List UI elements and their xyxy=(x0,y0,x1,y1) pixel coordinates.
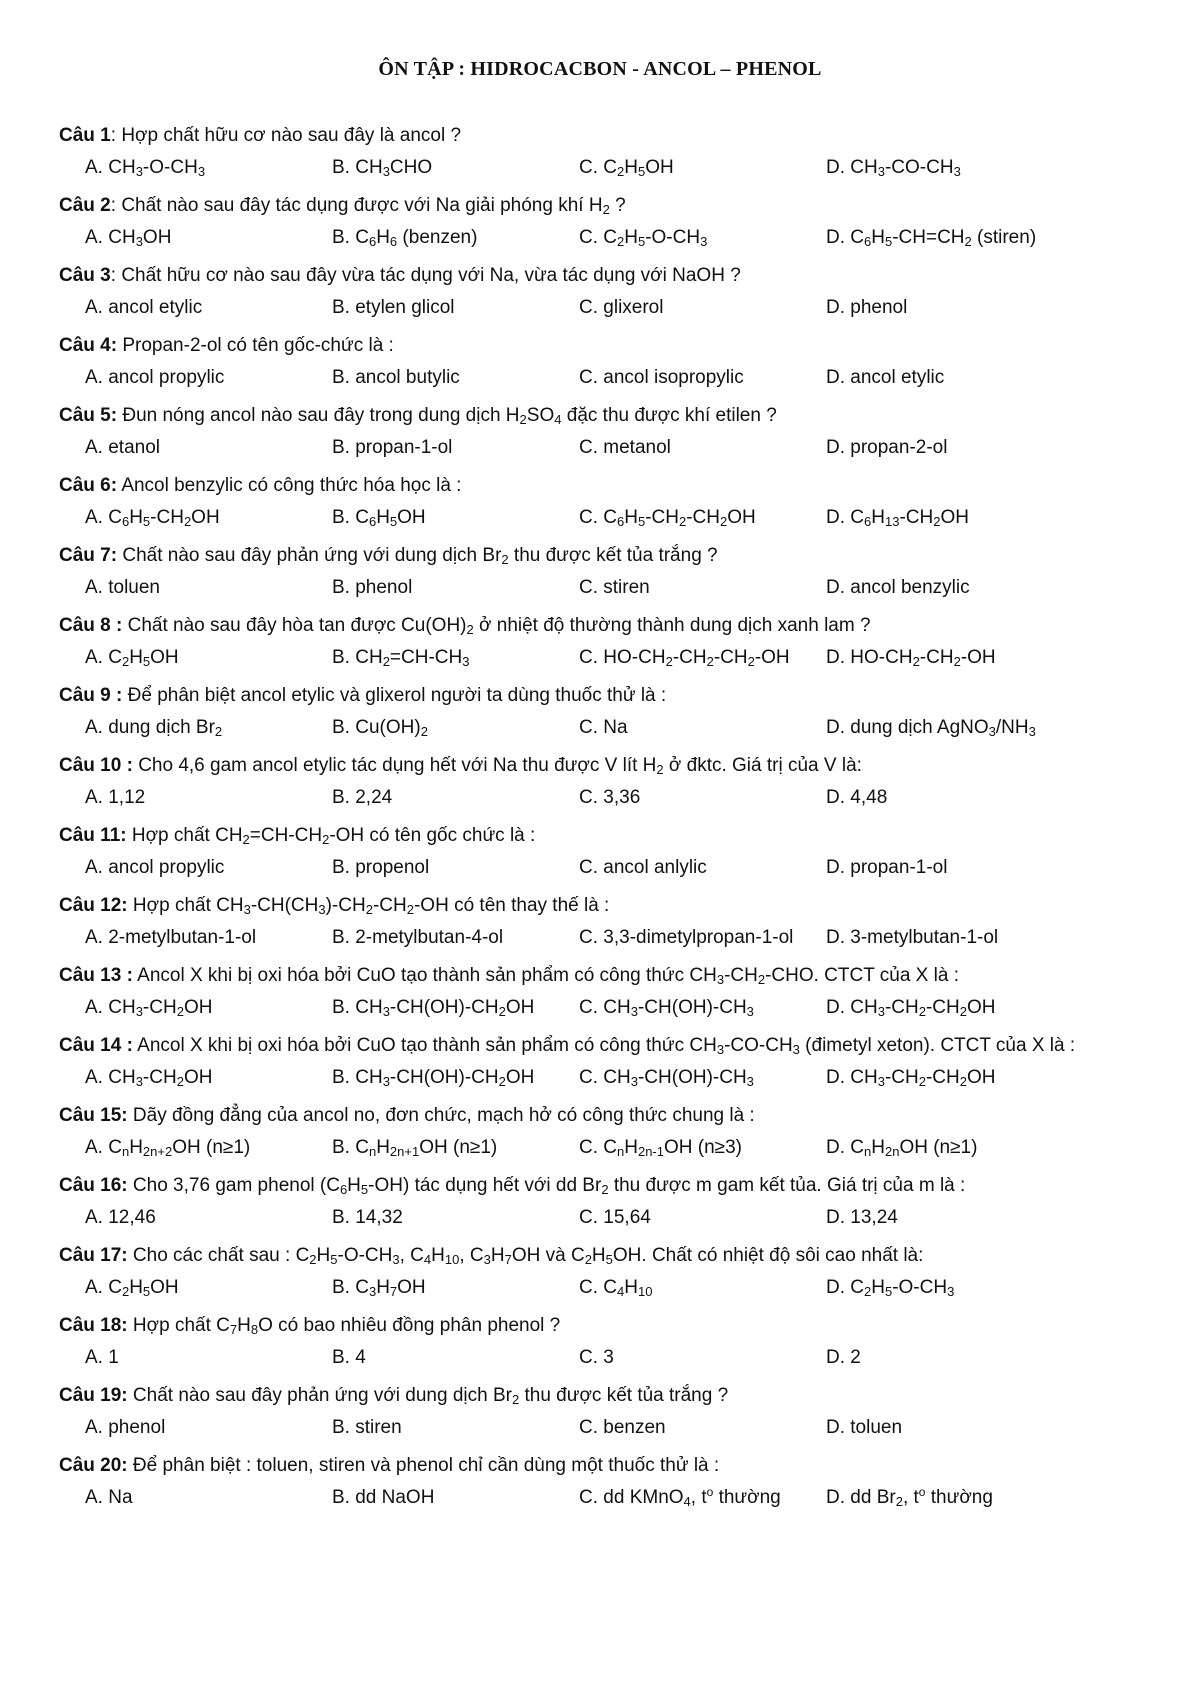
option-a: A. $CH_3-O-CH_3$ xyxy=(85,157,206,179)
question-stem xyxy=(59,470,1169,502)
option-c: C. $C_6H_5-CH_2-CH_2OH$ xyxy=(579,507,756,529)
question-number: Câu 18: xyxy=(59,1315,128,1336)
option-d: D. 13,24 xyxy=(826,1207,898,1228)
option-a: A. 1 xyxy=(85,1347,119,1368)
question-stem xyxy=(59,1030,1169,1062)
question-separator xyxy=(122,615,127,636)
answer-options xyxy=(59,712,1169,750)
option-b: B. ancol butylic xyxy=(332,367,460,388)
option-a: A. 2-metylbutan-1-ol xyxy=(85,927,257,948)
question-stem xyxy=(59,960,1169,992)
question-text: Cho các chất sau : $C_2H_5-O-CH_3$, $C_4H_{10}$, $C_3H_7OH$ và $C_2H_5OH$. Chất có nhiệt độ sôi cao nhất là: xyxy=(132,1245,924,1267)
question-number: Câu 12: xyxy=(59,895,128,916)
question-text: Hợp chất $CH_3-CH(CH_3)-CH_2-CH_2-OH$ có tên thay thế là : xyxy=(132,895,610,917)
question-stem xyxy=(59,820,1169,852)
option-a: A. Na xyxy=(85,1487,133,1508)
option-b: B. $CH_3CHO$ xyxy=(332,157,433,179)
question-text: Cho 4,6 gam ancol etylic tác dụng hết với Na thu được V lít $H_2$ ở đktc. Giá trị của V là: xyxy=(138,755,862,777)
option-c: C. metanol xyxy=(579,437,671,458)
option-b: B. $C_3H_7OH$ xyxy=(332,1277,426,1299)
option-d: D. $C_6H_{13}-CH_2OH$ xyxy=(826,507,969,529)
option-d: D. $HO-CH_2-CH_2-OH$ xyxy=(826,647,996,669)
option-a: A. dung dịch $Br_2$ xyxy=(85,717,223,739)
question xyxy=(59,190,1169,260)
option-c: C. glixerol xyxy=(579,297,664,318)
answer-options xyxy=(59,642,1169,680)
option-c: C. dd KMnO$_4$, $t^o$ thường xyxy=(579,1485,781,1509)
option-a: A. 12,46 xyxy=(85,1207,156,1228)
question-stem xyxy=(59,680,1169,712)
option-b: B. propenol xyxy=(332,857,430,878)
question xyxy=(59,540,1169,610)
option-d: D. 2 xyxy=(826,1347,861,1368)
option-a: A. $C_2H_5OH$ xyxy=(85,647,179,669)
question xyxy=(59,1240,1169,1310)
option-a: A. $C_2H_5OH$ xyxy=(85,1277,179,1299)
question-stem xyxy=(59,1100,1169,1132)
question-number: Câu 16: xyxy=(59,1175,128,1196)
option-d: D. propan-1-ol xyxy=(826,857,948,878)
option-c: C. $C_4H_{10}$ xyxy=(579,1277,653,1299)
answer-options xyxy=(59,432,1169,470)
question-number: Câu 3 xyxy=(59,265,111,286)
option-b: B. phenol xyxy=(332,577,413,598)
question-stem xyxy=(59,610,1169,642)
question xyxy=(59,470,1169,540)
question-text: Propan-2-ol có tên gốc-chức là : xyxy=(122,335,394,356)
option-b: B. $CH_2=CH-CH_3$ xyxy=(332,647,470,669)
question-number: Câu 8 : xyxy=(59,615,123,636)
option-c: C. $C_nH_{2n-1}OH$ (n≥3) xyxy=(579,1137,742,1159)
question-number: Câu 15: xyxy=(59,1105,128,1126)
question-number: Câu 14 : xyxy=(59,1035,133,1056)
question-stem xyxy=(59,330,1169,362)
option-d: D. dung dịch $AgNO_3/NH_3$ xyxy=(826,717,1036,739)
question-number: Câu 4: xyxy=(59,335,118,356)
option-b: B. $C_nH_{2n+1}OH$ (n≥1) xyxy=(332,1137,498,1159)
answer-options xyxy=(59,152,1169,190)
question-text: Ancol X khi bị oxi hóa bởi CuO tạo thành sản phẩm có công thức $CH_3-CO-CH_3$ (đimetyl xeton). CTCT của X là : xyxy=(137,1035,1076,1057)
answer-options xyxy=(59,852,1169,890)
question xyxy=(59,1380,1169,1450)
question-text: Chất nào sau đây phản ứng với dung dịch $Br_2$ thu được kết tủa trắng ? xyxy=(122,545,718,567)
answer-options xyxy=(59,1132,1169,1170)
question-text: Dãy đồng đẳng của ancol no, đơn chức, mạch hở có công thức chung là : xyxy=(132,1105,755,1126)
option-b: B. 4 xyxy=(332,1347,366,1368)
option-b: B. etylen glicol xyxy=(332,297,455,318)
question-text: Để phân biệt : toluen, stiren và phenol chỉ cần dùng một thuốc thử là : xyxy=(132,1455,720,1476)
option-c: C. 3,36 xyxy=(579,787,641,808)
question xyxy=(59,680,1169,750)
answer-options xyxy=(59,502,1169,540)
option-d: D. dd $Br_2$, $t^o$ thường xyxy=(826,1485,993,1509)
question xyxy=(59,260,1169,330)
option-c: C. $C_2H_5OH$ xyxy=(579,157,674,179)
question xyxy=(59,890,1169,960)
option-a: A. $CH_3-CH_2OH$ xyxy=(85,997,213,1019)
option-a: A. ancol etylic xyxy=(85,297,203,318)
option-a: A. $C_6H_5-CH_2OH$ xyxy=(85,507,220,529)
option-b: B. $C_6H_5OH$ xyxy=(332,507,426,529)
question-stem xyxy=(59,1240,1169,1272)
question-separator: : xyxy=(110,195,122,216)
option-b: B. 2,24 xyxy=(332,787,393,808)
question-number: Câu 13 : xyxy=(59,965,133,986)
question xyxy=(59,400,1169,470)
question xyxy=(59,960,1169,1030)
question-stem xyxy=(59,1170,1169,1202)
question xyxy=(59,610,1169,680)
option-b: B. $C_6H_6$ (benzen) xyxy=(332,227,478,249)
question xyxy=(59,1170,1169,1240)
question-text: Hợp chất hữu cơ nào sau đây là ancol ? xyxy=(121,125,462,146)
question-number: Câu 19: xyxy=(59,1385,128,1406)
option-c: C. $C_2H_5-O-CH_3$ xyxy=(579,227,708,249)
option-d: D. ancol etylic xyxy=(826,367,945,388)
question xyxy=(59,820,1169,890)
option-a: A. ancol propylic xyxy=(85,367,225,388)
option-a: A. $CH_3-CH_2OH$ xyxy=(85,1067,213,1089)
option-c: C. $CH_3-CH(OH)-CH_3$ xyxy=(579,1067,754,1089)
option-c: C. $HO-CH_2-CH_2-CH_2-OH$ xyxy=(579,647,790,669)
question-stem xyxy=(59,750,1169,782)
option-d: D. propan-2-ol xyxy=(826,437,948,458)
question-text: Chất hữu cơ nào sau đây vừa tác dụng với Na, vừa tác dụng với NaOH ? xyxy=(121,265,741,286)
question-text: Chất nào sau đây phản ứng với dung dịch $Br_2$ thu được kết tủa trắng ? xyxy=(132,1385,729,1407)
option-c: C. 15,64 xyxy=(579,1207,651,1228)
question-text: Để phân biệt ancol etylic và glixerol người ta dùng thuốc thử là : xyxy=(127,685,667,706)
question-list xyxy=(59,120,1169,1520)
page-title: ÔN TẬP : HIDROCACBON - ANCOL – PHENOL xyxy=(378,58,822,80)
option-d: D. ancol benzylic xyxy=(826,577,970,598)
question-stem xyxy=(59,890,1169,922)
option-c: C. ancol isopropylic xyxy=(579,367,744,388)
answer-options xyxy=(59,1412,1169,1450)
option-c: C. benzen xyxy=(579,1417,666,1438)
question-stem xyxy=(59,1450,1169,1482)
question xyxy=(59,750,1169,820)
question-number: Câu 11: xyxy=(59,825,127,846)
question-stem xyxy=(59,120,1169,152)
question xyxy=(59,330,1169,400)
answer-options xyxy=(59,1342,1169,1380)
option-a: A. 1,12 xyxy=(85,787,146,808)
answer-options xyxy=(59,992,1169,1030)
answer-options xyxy=(59,1202,1169,1240)
question-number: Câu 6: xyxy=(59,475,118,496)
option-b: B. stiren xyxy=(332,1417,402,1438)
answer-options xyxy=(59,292,1169,330)
option-d: D. 4,48 xyxy=(826,787,888,808)
option-b: B. dd NaOH xyxy=(332,1487,435,1508)
option-a: A. $C_nH_{2n+2}OH$ (n≥1) xyxy=(85,1137,251,1159)
option-d: D. $CH_3-CO-CH_3$ xyxy=(826,157,961,179)
question-stem xyxy=(59,1310,1169,1342)
option-d: D. $C_nH_{2n}OH$ (n≥1) xyxy=(826,1137,978,1159)
option-b: B. $Cu(OH)_2$ xyxy=(332,717,428,739)
question xyxy=(59,1450,1169,1520)
question-text: Chất nào sau đây hòa tan được $Cu(OH)_2$ ở nhiệt độ thường thành dung dịch xanh lam ? xyxy=(127,615,871,637)
question-text: Ancol benzylic có công thức hóa học là : xyxy=(121,475,462,496)
answer-options xyxy=(59,362,1169,400)
option-c: C. Na xyxy=(579,717,628,738)
question-number: Câu 2 xyxy=(59,195,111,216)
question-number: Câu 17: xyxy=(59,1245,128,1266)
option-d: D. 3-metylbutan-1-ol xyxy=(826,927,999,948)
option-c: C. 3 xyxy=(579,1347,614,1368)
answer-options xyxy=(59,922,1169,960)
question-text: Cho 3,76 gam phenol $(C_6H_5-OH)$ tác dụng hết với dd $Br_2$ thu được m gam kết tủa. Giá trị của m là : xyxy=(132,1175,966,1197)
option-b: B. $CH_3-CH(OH)-CH_2OH$ xyxy=(332,997,535,1019)
option-a: A. toluen xyxy=(85,577,160,598)
option-c: C. ancol anlylic xyxy=(579,857,707,878)
option-d: D. $CH_3-CH_2-CH_2OH$ xyxy=(826,1067,996,1089)
question-text: Đun nóng ancol nào sau đây trong dung dịch $H_2SO_4$ đặc thu được khí etilen ? xyxy=(122,405,777,427)
question-number: Câu 1 xyxy=(59,125,111,146)
option-a: A. etanol xyxy=(85,437,160,458)
option-b: B. propan-1-ol xyxy=(332,437,453,458)
question-stem xyxy=(59,540,1169,572)
answer-options xyxy=(59,572,1169,610)
answer-options xyxy=(59,222,1169,260)
question-separator: : xyxy=(110,265,122,286)
option-a: A. phenol xyxy=(85,1417,166,1438)
question-number: Câu 5: xyxy=(59,405,118,426)
question-text: Hợp chất $C_7H_8O$ có bao nhiêu đồng phân phenol ? xyxy=(132,1315,561,1337)
question-stem xyxy=(59,1380,1169,1412)
option-c: C. 3,3-dimetylpropan-1-ol xyxy=(579,927,794,948)
question-number: Câu 9 : xyxy=(59,685,123,706)
question-number: Câu 7: xyxy=(59,545,118,566)
option-d: D. toluen xyxy=(826,1417,903,1438)
option-a: A. $CH_3OH$ xyxy=(85,227,172,249)
question xyxy=(59,120,1169,190)
question-separator: : xyxy=(110,125,122,146)
question xyxy=(59,1310,1169,1380)
option-d: D. phenol xyxy=(826,297,908,318)
question-text: Ancol X khi bị oxi hóa bởi CuO tạo thành sản phẩm có công thức $CH_3-CH_2$-CHO. CTCT của X là : xyxy=(137,965,959,987)
answer-options xyxy=(59,1272,1169,1310)
option-d: D. $C_6H_5-CH=CH_2$ (stiren) xyxy=(826,227,1037,249)
question-stem xyxy=(59,190,1169,222)
question-text: Hợp chất $CH_2=CH-CH_2-OH$ có tên gốc chức là : xyxy=(131,825,536,847)
option-b: B. 14,32 xyxy=(332,1207,403,1228)
option-c: C. stiren xyxy=(579,577,650,598)
answer-options xyxy=(59,1062,1169,1100)
option-a: A. ancol propylic xyxy=(85,857,225,878)
question-stem xyxy=(59,400,1169,432)
option-d: D. $C_2H_5-O-CH_3$ xyxy=(826,1277,955,1299)
option-b: B. 2-metylbutan-4-ol xyxy=(332,927,504,948)
answer-options xyxy=(59,782,1169,820)
option-b: B. $CH_3-CH(OH)-CH_2OH$ xyxy=(332,1067,535,1089)
question xyxy=(59,1100,1169,1170)
answer-options xyxy=(59,1482,1169,1520)
question-stem xyxy=(59,260,1169,292)
question xyxy=(59,1030,1169,1100)
option-c: C. $CH_3-CH(OH)-CH_3$ xyxy=(579,997,754,1019)
question-number: Câu 10 : xyxy=(59,755,133,776)
question-number: Câu 20: xyxy=(59,1455,128,1476)
question-text: Chất nào sau đây tác dụng được với Na giải phóng khí $H_2$ ? xyxy=(121,195,626,217)
option-d: D. $CH_3-CH_2-CH_2OH$ xyxy=(826,997,996,1019)
